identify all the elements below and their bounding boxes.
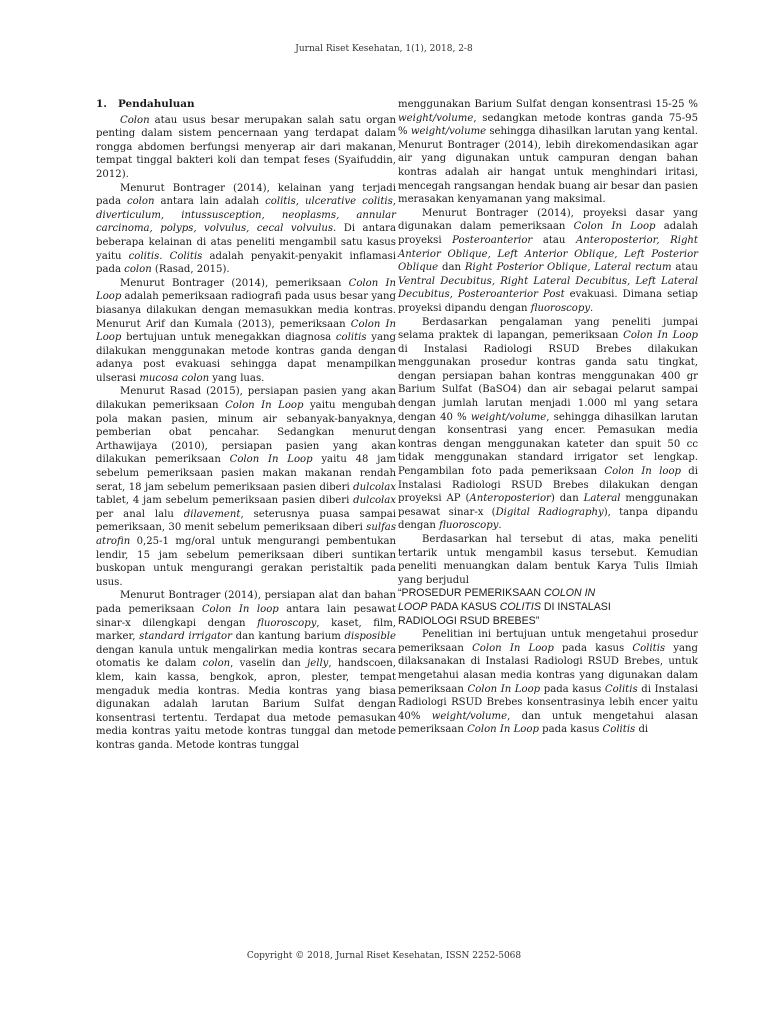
paragraph [398, 533, 698, 587]
italic-term: Colon [120, 114, 150, 126]
text-run: di Instalasi Radiologi RSUD Brebes dilakukan menggunakan prosedur kontras ganda satu tingkat, dengan persiapan bahan kontras menggunakan 400 gr Barium Sulfat (BaSO4) dan air sebagai pelarut sampai dengan jumlah larutan menjadi 1.000 ml yang setara dengan 40 % [398, 343, 698, 423]
text-run: Menurut Bontrager (2014), kelainan yang terjadi pada [96, 182, 396, 208]
italic-term: Digital Radiography [495, 506, 604, 518]
italic-term: sulfas atrofin [96, 522, 396, 547]
text-run: (Rasad, 2015). [151, 264, 230, 276]
text-run: , sedangkan metode kontras ganda 75-95 % [398, 112, 698, 138]
italic-term: dilavement [183, 508, 241, 520]
text-run: PADA KASUS [427, 600, 500, 613]
italic-term: Colon In Loop [573, 221, 656, 233]
text-run: sehingga dihasilkan larutan yang kental. Menurut Bontrager (2014), lebih direkomendasikan agar air yang digunakan untuk campuran dengan bahan kontras adalah air hangat untuk menghindari iritasi, mencegah rangsangan hendak buang air besar dan pasien merasakan kenyamanan yang maksimal. [398, 126, 698, 206]
italic-term: Colon In loop [604, 466, 681, 478]
running-header: Jurnal Riset Kesehatan, 1(1), 2018, 2-8 [295, 44, 473, 54]
text-run: “PROSEDUR PEMERIKSAAN [398, 587, 544, 600]
italic-term: colitis [335, 332, 367, 344]
italic-term: dulcolax [353, 495, 396, 507]
italic-term: COLITIS [499, 600, 541, 613]
text-run: 0,25-1 mg/oral untuk mengurangi pembentukan lendir, 15 jam sebelum pemeriksaan diberi suntikan buskopan untuk mengurangi gerakan peristaltik pada usus. [96, 536, 396, 588]
paragraph [398, 207, 698, 316]
italic-term: disposible [344, 631, 396, 643]
italic-term: Anteroposterior [469, 493, 551, 505]
italic-term: fluoroscopy [257, 617, 317, 629]
italic-term: colitis, ulcerative colitis, diverticulum, intussusception, neoplasms, annular carcinoma, polyps, volvulus, cecal volvulus. [96, 196, 396, 235]
text-run: Menurut Bontrager (2014), persiapan alat dan bahan pada pemeriksaan [96, 590, 396, 615]
text-run: adalah proyeksi [398, 221, 699, 246]
paragraph [96, 385, 396, 589]
text-run: per anal lalu [96, 508, 184, 520]
text-run: adalah penyakit-penyakit inflamasi pada [96, 250, 396, 276]
text-run: atau [671, 262, 698, 274]
paragraph [96, 182, 396, 277]
italic-term: standard irrigator [139, 631, 232, 643]
text-run: dan kantung barium [231, 631, 345, 643]
italic-term: weight/volume [431, 710, 508, 722]
italic-term: weight/volume [410, 126, 487, 138]
text-run: Berdasarkan hal tersebut di atas, maka peneliti tertarik untuk mengambil kasus tersebut. Kemudian peneliti menuangkan dalam bentuk Karya Tulis Ilmiah yang berjudul [398, 534, 698, 586]
text-run: di [635, 724, 649, 736]
text-run: yang dilakukan menggunakan metode kontras ganda dengan adanya post evakuasi sehingga dapat menampilkan ulserasi [96, 332, 396, 384]
italic-term: fluoroscopy [530, 302, 591, 314]
text-run: menggunakan Barium Sulfat dengan konsentrasi 15-25 % [398, 99, 698, 110]
text-run: , sehingga dihasilkan larutan dengan konsentrasi yang encer. Pemasukan media kontras dengan menggunakan kateter dan spuit 50 cc tidak menggunakan standard irrigator set lengkap. Pengambilan foto pada pemeriksaan [398, 411, 698, 478]
text-run: tablet, 4 jam sebelum pemeriksaan pasien diberi [96, 495, 354, 507]
section-title: Pendahuluan [118, 98, 195, 110]
text-run: pada kasus [538, 724, 603, 736]
italic-term: weight/volume [398, 112, 474, 124]
text-run: di Instalasi Radiologi RSUD Brebes konsentrasinya lebih encer yaitu 40% [398, 683, 698, 722]
paragraph [398, 628, 698, 737]
left-column [96, 98, 396, 753]
italic-term: fluoroscopy [439, 520, 499, 532]
italic-term: jelly [307, 658, 329, 670]
text-run: adalah pemeriksaan radiografi pada usus besar yang biasanya dilakukan dengan memasukkan media kontras. Menurut Arif dan Kumala (2013), pemeriksaan [96, 291, 397, 330]
paragraph [96, 589, 396, 752]
text-run: pada kasus [540, 683, 605, 695]
paragraph [96, 277, 396, 386]
text-run: Menurut Bontrager (2014), proyeksi dasar yang digunakan dalam pemeriksaan [398, 207, 698, 233]
text-run: yang luas. [209, 372, 265, 384]
italic-term: Colon In Loop [96, 318, 396, 344]
italic-term: Colitis [632, 642, 666, 654]
paragraph [398, 316, 698, 534]
italic-term: Posteroanterior [452, 234, 533, 246]
thesis-title-line [398, 587, 698, 601]
italic-term: Anteroposterior, Right Anterior Oblique, Left Anterior Oblique, Left Posterior Oblique [398, 234, 698, 274]
text-run: , dan untuk mengetahui alasan pemeriksaan [398, 710, 698, 736]
paragraph [96, 114, 396, 182]
copyright-footer: Copyright © 2018, Jurnal Riset Kesehatan, ISSN 2252-5068 [246, 951, 522, 961]
text-run: di Instalasi Radiologi RSUD Brebes dilakukan dengan proyeksi AP ( [398, 466, 699, 505]
italic-term: Ventral Decubitus, Right Lateral Decubitus, Left Lateral Decubitus, Posteroanterior Post [398, 275, 698, 301]
italic-term: Right Posterior Oblique, Lateral rectum [464, 262, 672, 274]
italic-term: weight/volume [470, 411, 547, 423]
text-run: yaitu mengubah pola makan pasien, minum air sebanyak-banyaknya, pemberian obat pencahar. Sedangkan menurut Arthawijaya (2010), persiapan pasien yang akan dilakukan pemeriksaan [96, 400, 396, 466]
text-run: evakuasi. Dimana setiap proyeksi dipandu dengan [398, 289, 698, 314]
text-run: yaitu 48 jam sebelum pemeriksaan pasien makan makanan rendah serat, 18 jam sebelum pemeriksaan pasien diberi [96, 454, 396, 493]
text-run: Menurut Rasad (2015), persiapan pasien yang akan dilakukan pemeriksaan [96, 386, 396, 412]
italic-term: dulcolax [353, 481, 396, 493]
text-run: menggunakan pesawat sinar-x ( [398, 493, 698, 518]
text-run: , kaset, film, marker, [96, 617, 397, 643]
italic-term: colitis. Colitis [128, 250, 203, 262]
italic-term: Colitis [602, 724, 636, 736]
text-run: atau [532, 234, 577, 246]
text-run: ) dan [550, 493, 584, 505]
thesis-title-line [398, 615, 698, 629]
text-run: yang dilaksanakan di Instalasi Radiologi RSUD Brebes, untuk mengetahui alasan media kontras yang digunakan dalam pemeriksaan [398, 642, 698, 695]
text-run: , vaselin dan [230, 658, 308, 670]
italic-term: colon [124, 264, 152, 276]
text-run: Menurut Bontrager (2014), pemeriksaan [120, 277, 349, 289]
italic-term: Lateral [583, 493, 621, 505]
thesis-title-line [398, 601, 698, 615]
italic-term: Colon In Loop [225, 400, 304, 412]
italic-term: Colon In Loop [96, 277, 396, 303]
text-run: atau usus besar merupakan salah satu organ penting dalam sistem pencernaan yang terdapat dalam rongga abdomen berfungsi menyerap air dari makanan, tempat tinggal bakteri koli dan tempat feses (Syaifuddin, 2012). [96, 114, 396, 180]
italic-term: Colon In Loop [467, 683, 541, 695]
text-run: antara lain pesawat sinar-x dilengkapi dengan [96, 603, 396, 629]
italic-term: Colon In Loop [472, 642, 554, 654]
right-column [398, 98, 698, 737]
italic-term: colon [202, 658, 231, 670]
text-run: Berdasarkan pengalaman yang peneliti jumpai selama praktek di lapangan, pemeriksaan [398, 316, 698, 342]
text-run: antara lain adalah [154, 196, 266, 208]
text-run: , handscoen, klem, kain kassa, bengkok, apron, plester, tempat mengaduk media kontras. Media kontras yang biasa digunakan adalah larutan Barium Sulfat dengan konsentrasi tertentu. Terdapat dua metode pemasukan media kontras yaitu metode kontras tunggal dan metode kontras ganda. Metode kontras tunggal [96, 658, 396, 751]
text-run: . [590, 302, 594, 314]
text-run: Di antara beberapa kelainan di atas peneliti mengambil satu kasus yaitu [96, 223, 396, 262]
text-run: , seterusnya puasa sampai pemeriksaan, 30 menit sebelum pemeriksaan diberi [96, 508, 396, 534]
text-run: pada kasus [553, 642, 633, 654]
italic-term: colon [126, 196, 155, 208]
italic-term: Colon In Loop [467, 724, 539, 736]
italic-term: Colon In Loop [229, 454, 313, 466]
italic-term: mucosa colon [139, 372, 210, 384]
text-run: . [498, 520, 502, 532]
paragraph-continued [398, 98, 698, 207]
italic-term: COLON IN [544, 587, 596, 600]
section-heading [96, 98, 396, 112]
text-run: Penelitian ini bertujuan untuk mengetahui prosedur pemeriksaan [398, 629, 698, 654]
text-run: ), tanpa dipandu dengan [398, 506, 698, 532]
section-number: 1. [96, 98, 107, 110]
text-run: dan [438, 262, 465, 274]
text-run: DI INSTALASI [540, 600, 611, 613]
italic-term: LOOP [398, 600, 428, 613]
text-run: RADIOLOGI RSUD BREBES” [398, 614, 540, 627]
italic-term: Colon In loop [201, 603, 279, 615]
text-run: bertujuan untuk menegakkan diagnosa [121, 332, 336, 344]
italic-term: Colitis [604, 683, 638, 695]
text-run: dengan kanula untuk mengalirkan media kontras secara otomatis ke dalam [96, 644, 396, 670]
italic-term: Colon In Loop [623, 330, 698, 342]
